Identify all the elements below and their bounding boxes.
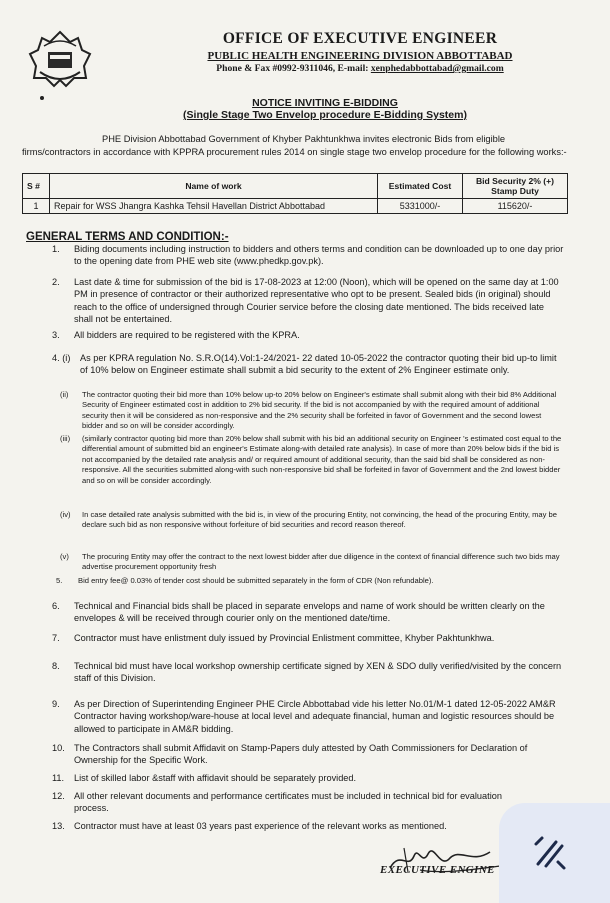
email-address: xenphedabbottabad@gmail.com [370, 63, 504, 74]
notice-heading [150, 97, 500, 121]
term-number: 10. [52, 743, 65, 753]
term-number: 4. (i) [52, 353, 71, 363]
term-text: Contractor must have at least 03 years past experience of the relevant works as mentioned. [74, 821, 447, 831]
row-cost: 5331000/- [378, 199, 463, 214]
notice-subtitle: (Single Stage Two Envelop procedure E-Bidding System) [183, 109, 467, 121]
term-text: Bid entry fee@ 0.03% of tender cost should be submitted separately in the form of CDR (Non refundable). [78, 576, 434, 585]
term-text: The procuring Entity may offer the contract to the next lowest bidder after due diligence in the context of financial difference such two bids may advertise procurement opportunity fresh [82, 552, 560, 572]
term-number: 9. [52, 699, 60, 709]
term-number: (v) [60, 552, 69, 561]
bullet-dot [40, 96, 44, 100]
term-text: Technical bid must have local workshop ownership certificate signed by XEN & SDO dully verified/visited by the concern staff of this Division. [74, 661, 562, 684]
term-text: As per Direction of Superintending Engineer PHE Circle Abbottabad vide his letter No.01/M-1 dated 12-05-2022 AM&R Contractor having workshop/ware-house at local level and adequate financial, human and logistic resources should be allowed to participate in AM&R bidding. [74, 699, 556, 734]
terms-title: GENERAL TERMS AND CONDITION:- [26, 231, 229, 243]
row-sno: 1 [23, 199, 50, 214]
office-title: OFFICE OF EXECUTIVE ENGINEER [222, 30, 498, 47]
header-sno: S # [23, 174, 50, 199]
term-number: 13. [52, 821, 65, 831]
term-number: 5. [56, 576, 63, 585]
term-text: Contractor must have enlistment duly issued by Provincial Enlistment committee, Khyber Pakhtunkhwa. [74, 633, 495, 643]
term-text: Technical and Financial bids shall be placed in separate envelops and name of work should be written clearly on the envelopes & will be received through courier only on the mentioned date/time. [74, 601, 545, 624]
term-number: (ii) [60, 390, 69, 399]
term-number: 3. [52, 330, 60, 340]
division-title: PUBLIC HEALTH ENGINEERING DIVISION ABBOTTABAD [207, 50, 513, 62]
term-text: All bidders are required to be registered with the KPRA. [74, 330, 300, 340]
term-number: (iv) [60, 510, 71, 519]
term-number: 1. [52, 244, 60, 254]
term-number: 12. [52, 791, 65, 801]
term-text: Biding documents including instruction to bidders and others terms and condition can be downloaded up to one day prior to the opening date from PHE web site (www.phedkp.gov.pk). [74, 244, 564, 267]
term-text: The contractor quoting their bid more than 10% below up-to 20% below on Engineer's estimate shall submit along with their bid 8% Additional Security of Engineer estimated cost in addition to 2% bid security. If the bid is not accompanied by with the required amount of additional security then it will be considered as non-responsive and the 2% security shall be forfeited in favor of Government and the second lowest bidder and so on will be consider accordingly. [82, 390, 557, 431]
row-security: 115620/- [463, 199, 568, 214]
term-number: 6. [52, 601, 60, 611]
row-name: Repair for WSS Jhangra Kashka Tehsil Havellan District Abbottabad [50, 199, 378, 214]
term-number: 11. [52, 773, 65, 783]
term-text: As per KPRA regulation No. S.R.O(14).Vol:1-24/2021- 22 dated 10-05-2022 the contractor quoting their bid up-to limit of 10% below on Engineer estimate shall submit a bid security to the extent of 2% Engineer estimate only. [80, 353, 557, 376]
intro-paragraph: PHE Division Abbottabad Government of Khyber Pakhtunkhwa invites electronic Bids from eligible firms/contractors in accordance with KPPRA procurement rules 2014 on single stage two envelop procedure for the following works:- [22, 134, 567, 157]
term-number: (iii) [60, 434, 71, 443]
term-text: List of skilled labor &staff with affidavit should be separately provided. [74, 773, 357, 783]
table-header-row [23, 174, 568, 199]
header-security: Bid Security 2% (+) Stamp Duty [463, 174, 568, 199]
contact-line [150, 63, 570, 74]
term-text: Last date & time for submission of the bid is 17-08-2023 at 12:00 (Noon), which will be opened on the same day at 1:00 PM in presence of contractor or their authorized representative who opt to be present. Sealed bids (in original) should reach to the office of undersigned through Courier service before the closing date mentioned. The bids received late shall not be entertained. [74, 277, 559, 324]
term-text: The Contractors shall submit Affidavit on Stamp-Papers duly attested by Oath Commissioners for Declaration of Ownership for the Specific Work. [74, 743, 528, 766]
contact-prefix: Phone & Fax #0992-9311046, E-mail: [216, 63, 371, 74]
kp-government-seal-icon [26, 28, 94, 90]
signature-title: EXECUTIVE ENGINE [380, 864, 495, 876]
term-text: All other relevant documents and performance certificates must be included in technical bid for evaluation process. [74, 791, 502, 814]
table-row [23, 199, 568, 214]
edit-pen-icon[interactable] [530, 834, 570, 874]
header-cost: Estimated Cost [378, 174, 463, 199]
term-text: (similarly contractor quoting bid more than 20% below shall submit with his bid an additional security on Engineer 's estimated cost equal to the differential amount of submitted bid an engineer's Estimate along-with detailed rate analysis). In case of more than 20% below bids if the bid is not accompanied by the detailed rate analysis and/ or required amount of additional security, than the said bid shall be considered as non-responsive. All the securities submitted along-with such non-responsive bid shall be forfeited in favor of Government and the 2nd lowest bidder and so on will be consider accordingly. [82, 434, 562, 485]
works-table [22, 173, 568, 214]
notice-title: NOTICE INVITING E-BIDDING [252, 97, 398, 109]
term-number: 2. [52, 277, 60, 287]
header-name: Name of work [50, 174, 378, 199]
term-text: In case detailed rate analysis submitted with the bid is, in view of the procuring Entity, not convincing, the head of the procuring Entity, may be declare such bid as non responsive without forfeiture of bid securities and record reason thereof. [82, 510, 558, 530]
term-number: 8. [52, 661, 60, 671]
letterhead [150, 30, 570, 74]
term-number: 7. [52, 633, 60, 643]
